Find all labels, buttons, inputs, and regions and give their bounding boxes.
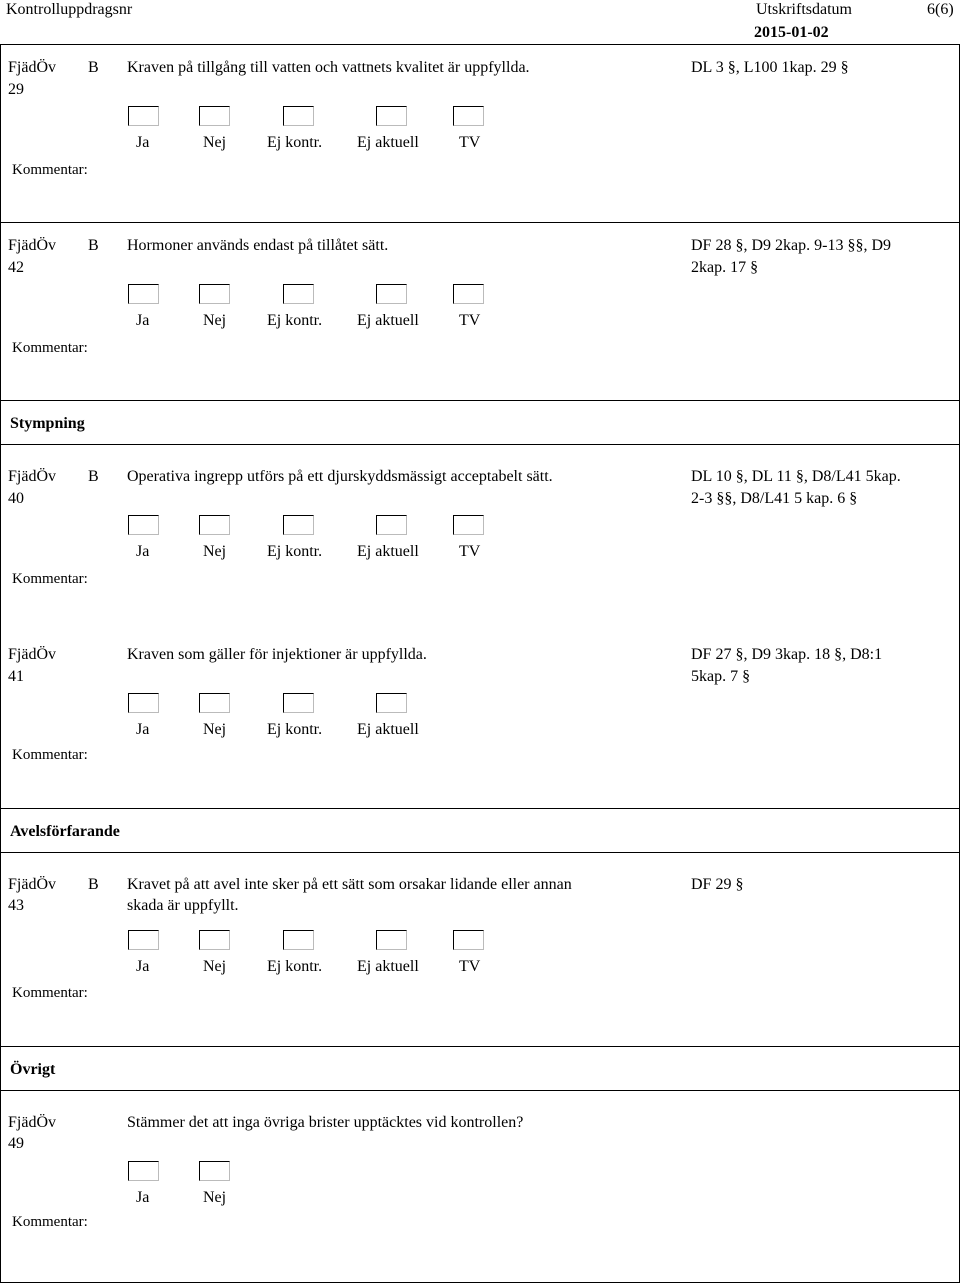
item-code: FjädÖv <box>8 1114 56 1131</box>
checkbox-ja[interactable] <box>128 284 159 304</box>
section-heading-stympning: Stympning <box>10 415 85 432</box>
item-category: B <box>88 468 99 485</box>
item-number: 42 <box>8 259 24 276</box>
item-number: 43 <box>8 897 24 914</box>
row-divider <box>0 222 960 223</box>
item-code: FjädÖv <box>8 59 56 76</box>
checkbox-ja[interactable] <box>128 106 159 126</box>
header-divider <box>0 44 960 45</box>
label-nej: Nej <box>203 958 227 975</box>
label-nej: Nej <box>203 1189 227 1206</box>
comment-label: Kommentar: <box>12 747 88 763</box>
left-border <box>0 44 1 1283</box>
section-heading-avel: Avelsförfarande <box>10 823 120 840</box>
item-text-cont: skada är uppfyllt. <box>127 897 239 914</box>
print-date-label: Utskriftsdatum <box>756 1 852 18</box>
document-title: Kontrolluppdragsnr <box>6 1 133 18</box>
item-reference: DF 28 §, D9 2kap. 9-13 §§, D9 <box>691 237 891 254</box>
section-heading-ovrigt: Övrigt <box>10 1061 56 1078</box>
checkbox-ej-kontr[interactable] <box>283 515 314 535</box>
checkbox-nej[interactable] <box>199 106 230 126</box>
label-ej-kontr: Ej kontr. <box>267 134 323 151</box>
label-ej-aktuell: Ej aktuell <box>357 312 419 329</box>
item-reference: DF 27 §, D9 3kap. 18 §, D8:1 <box>691 646 883 663</box>
comment-label: Kommentar: <box>12 1214 88 1230</box>
item-number: 41 <box>8 668 24 685</box>
item-reference-cont: 2-3 §§, D8/L41 5 kap. 6 § <box>691 490 858 507</box>
checkbox-tv[interactable] <box>453 106 484 126</box>
item-reference: DF 29 § <box>691 876 744 893</box>
item-reference: DL 3 §, L100 1kap. 29 § <box>691 59 849 76</box>
label-ej-aktuell: Ej aktuell <box>357 958 419 975</box>
item-code: FjädÖv <box>8 237 56 254</box>
checkbox-ej-kontr[interactable] <box>283 693 314 713</box>
checkbox-ej-aktuell[interactable] <box>376 693 407 713</box>
item-text: Hormoner används endast på tillåtet sätt. <box>127 237 389 254</box>
checkbox-tv[interactable] <box>453 930 484 950</box>
checkbox-ej-aktuell[interactable] <box>376 930 407 950</box>
checkbox-ja[interactable] <box>128 515 159 535</box>
checkbox-nej[interactable] <box>199 693 230 713</box>
checkbox-ej-aktuell[interactable] <box>376 515 407 535</box>
checkbox-nej[interactable] <box>199 1161 230 1181</box>
item-text: Kraven på tillgång till vatten och vattnets kvalitet är uppfyllda. <box>127 59 530 76</box>
item-number: 49 <box>8 1135 24 1152</box>
label-ej-aktuell: Ej aktuell <box>357 721 419 738</box>
checkbox-ja[interactable] <box>128 1161 159 1181</box>
label-ja: Ja <box>136 134 150 151</box>
label-tv: TV <box>459 958 481 975</box>
item-number: 29 <box>8 81 24 98</box>
label-ja: Ja <box>136 543 150 560</box>
label-ej-kontr: Ej kontr. <box>267 312 323 329</box>
checkbox-ja[interactable] <box>128 693 159 713</box>
item-code: FjädÖv <box>8 646 56 663</box>
label-ej-kontr: Ej kontr. <box>267 543 323 560</box>
comment-label: Kommentar: <box>12 340 88 356</box>
row-divider <box>0 808 960 809</box>
row-divider <box>0 444 960 445</box>
print-date: 2015-01-02 <box>754 24 829 41</box>
checkbox-ja[interactable] <box>128 930 159 950</box>
comment-label: Kommentar: <box>12 571 88 587</box>
checkbox-ej-kontr[interactable] <box>283 106 314 126</box>
item-reference: DL 10 §, DL 11 §, D8/L41 5kap. <box>691 468 901 485</box>
row-divider <box>0 852 960 853</box>
label-nej: Nej <box>203 312 227 329</box>
item-text: Kravet på att avel inte sker på ett sätt som orsakar lidande eller annan <box>127 876 572 893</box>
label-nej: Nej <box>203 134 227 151</box>
label-ej-kontr: Ej kontr. <box>267 721 323 738</box>
comment-label: Kommentar: <box>12 162 88 178</box>
checkbox-ej-kontr[interactable] <box>283 930 314 950</box>
checkbox-ej-aktuell[interactable] <box>376 284 407 304</box>
item-number: 40 <box>8 490 24 507</box>
checkbox-nej[interactable] <box>199 930 230 950</box>
item-code: FjädÖv <box>8 876 56 893</box>
label-nej: Nej <box>203 543 227 560</box>
checkbox-tv[interactable] <box>453 515 484 535</box>
checkbox-ej-aktuell[interactable] <box>376 106 407 126</box>
comment-label: Kommentar: <box>12 985 88 1001</box>
item-category: B <box>88 876 99 893</box>
item-category: B <box>88 59 99 76</box>
label-tv: TV <box>459 543 481 560</box>
label-tv: TV <box>459 312 481 329</box>
label-ej-kontr: Ej kontr. <box>267 958 323 975</box>
label-ja: Ja <box>136 1189 150 1206</box>
checkbox-ej-kontr[interactable] <box>283 284 314 304</box>
row-divider <box>0 1046 960 1047</box>
item-text: Stämmer det att inga övriga brister upptäcktes vid kontrollen? <box>127 1114 524 1131</box>
label-nej: Nej <box>203 721 227 738</box>
checkbox-nej[interactable] <box>199 284 230 304</box>
label-ja: Ja <box>136 312 150 329</box>
label-tv: TV <box>459 134 481 151</box>
label-ja: Ja <box>136 958 150 975</box>
label-ej-aktuell: Ej aktuell <box>357 543 419 560</box>
checkbox-tv[interactable] <box>453 284 484 304</box>
item-reference-cont: 5kap. 7 § <box>691 668 751 685</box>
row-divider <box>0 400 960 401</box>
page-number: 6(6) <box>927 1 954 18</box>
checkbox-nej[interactable] <box>199 515 230 535</box>
item-text: Operativa ingrepp utförs på ett djurskyddsmässigt acceptabelt sätt. <box>127 468 553 485</box>
item-category: B <box>88 237 99 254</box>
item-text: Kraven som gäller för injektioner är uppfyllda. <box>127 646 427 663</box>
row-divider <box>0 1090 960 1091</box>
label-ej-aktuell: Ej aktuell <box>357 134 419 151</box>
item-reference-cont: 2kap. 17 § <box>691 259 759 276</box>
item-code: FjädÖv <box>8 468 56 485</box>
label-ja: Ja <box>136 721 150 738</box>
